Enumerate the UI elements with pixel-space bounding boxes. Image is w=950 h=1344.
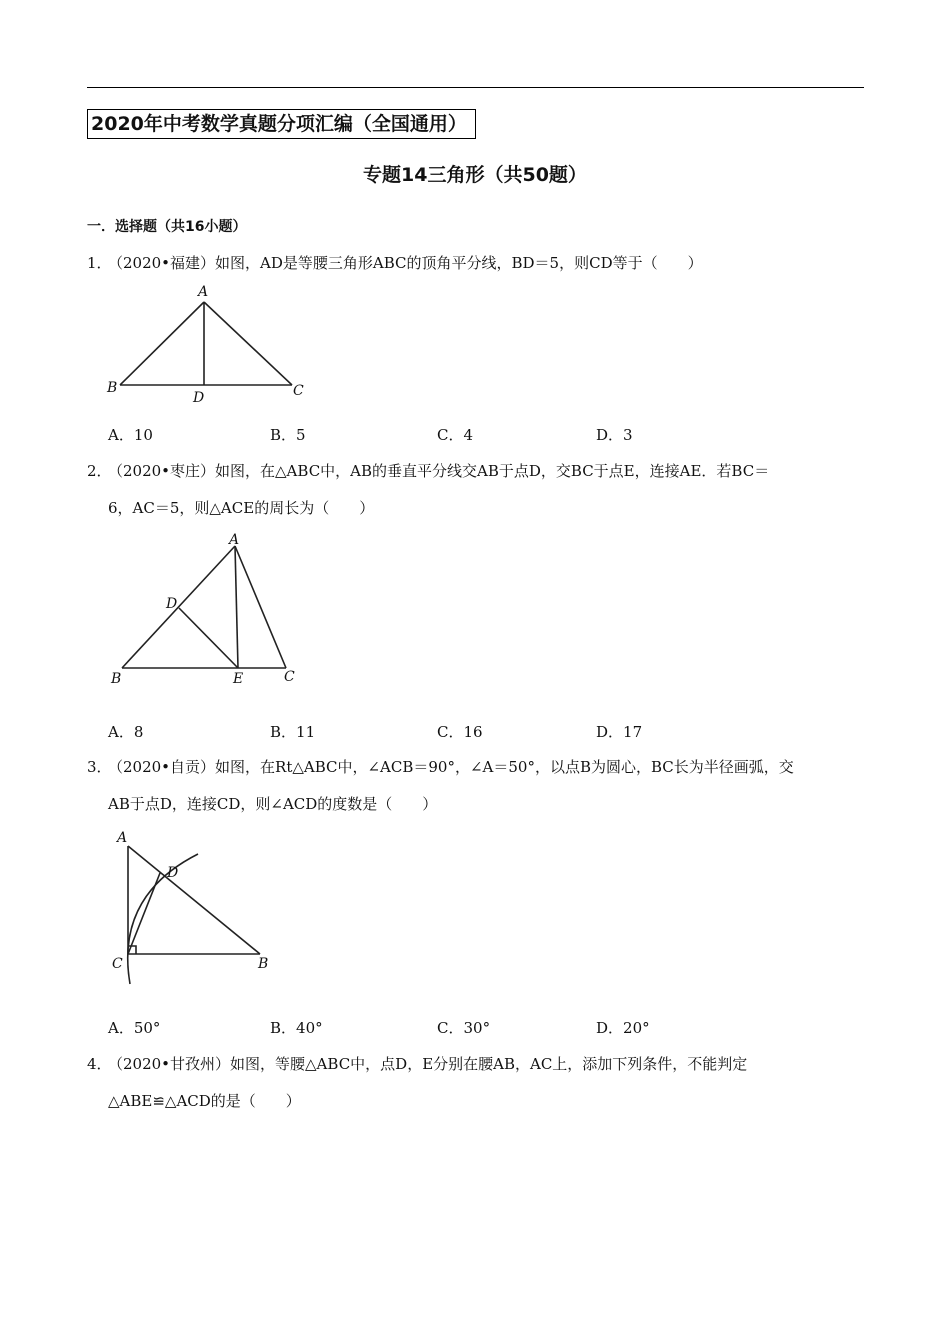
question-number: 1． (87, 254, 112, 272)
option-a[interactable]: A．8 (108, 723, 144, 741)
question-text: （2020•甘孜州）如图，等腰△ABC中，点D，E分别在腰AB，AC上，添加下列条件，不能判定 (108, 1055, 748, 1073)
option-d[interactable]: D．20° (596, 1019, 650, 1037)
figure-q2-triangle (100, 528, 320, 693)
option-c[interactable]: C．30° (437, 1019, 491, 1037)
option-c[interactable]: C．4 (437, 426, 474, 444)
label-B: B (107, 380, 118, 396)
label-E: E (233, 671, 244, 687)
option-a[interactable]: A．50° (108, 1019, 161, 1037)
option-c[interactable]: C．16 (437, 723, 483, 741)
option-b[interactable]: B．11 (270, 723, 316, 741)
question-number: 2． (87, 462, 112, 480)
question-text: （2020•自贡）如图，在Rt△ABC中，∠ACB＝90°，∠A＝50°，以点B为圆心，BC长为半径画弧，交 (108, 758, 794, 776)
label-D: D (193, 390, 205, 406)
question-text: （2020•枣庄）如图，在△ABC中，AB的垂直平分线交AB于点D，交BC于点E，连接AE．若BC＝ (108, 462, 770, 480)
label-A: A (117, 830, 128, 846)
figure-q3-right-triangle (100, 826, 320, 991)
label-D: D (166, 596, 178, 612)
question-text: （2020•福建）如图，AD是等腰三角形ABC的顶角平分线，BD＝5，则CD等于（ ） (108, 254, 703, 272)
collection-title: 2020年中考数学真题分项汇编（全国通用） (87, 109, 476, 139)
label-B: B (111, 671, 122, 687)
label-C: C (112, 956, 123, 972)
option-b[interactable]: B．40° (270, 1019, 323, 1037)
option-b[interactable]: B．5 (270, 426, 306, 444)
label-A: A (229, 532, 240, 548)
label-A: A (198, 284, 209, 300)
section-heading: 一．选择题（共16小题） (87, 219, 247, 235)
topic-title: 专题14三角形（共50题） (363, 164, 587, 186)
question-number: 4． (87, 1055, 112, 1073)
option-a[interactable]: A．10 (108, 426, 153, 444)
label-C: C (293, 383, 304, 399)
question-text-continued: AB于点D，连接CD，则∠ACD的度数是（ ） (108, 795, 438, 813)
header-rule (87, 87, 864, 88)
option-d[interactable]: D．17 (596, 723, 643, 741)
option-d[interactable]: D．3 (596, 426, 633, 444)
question-number: 3． (87, 758, 112, 776)
question-text-continued: △ABE≌△ACD的是（ ） (108, 1092, 301, 1110)
label-B: B (258, 956, 269, 972)
question-text-continued: 6，AC＝5，则△ACE的周长为（ ） (108, 499, 375, 517)
label-C: C (284, 669, 295, 685)
label-D: D (167, 865, 179, 881)
figure-q1-triangle (100, 280, 320, 410)
